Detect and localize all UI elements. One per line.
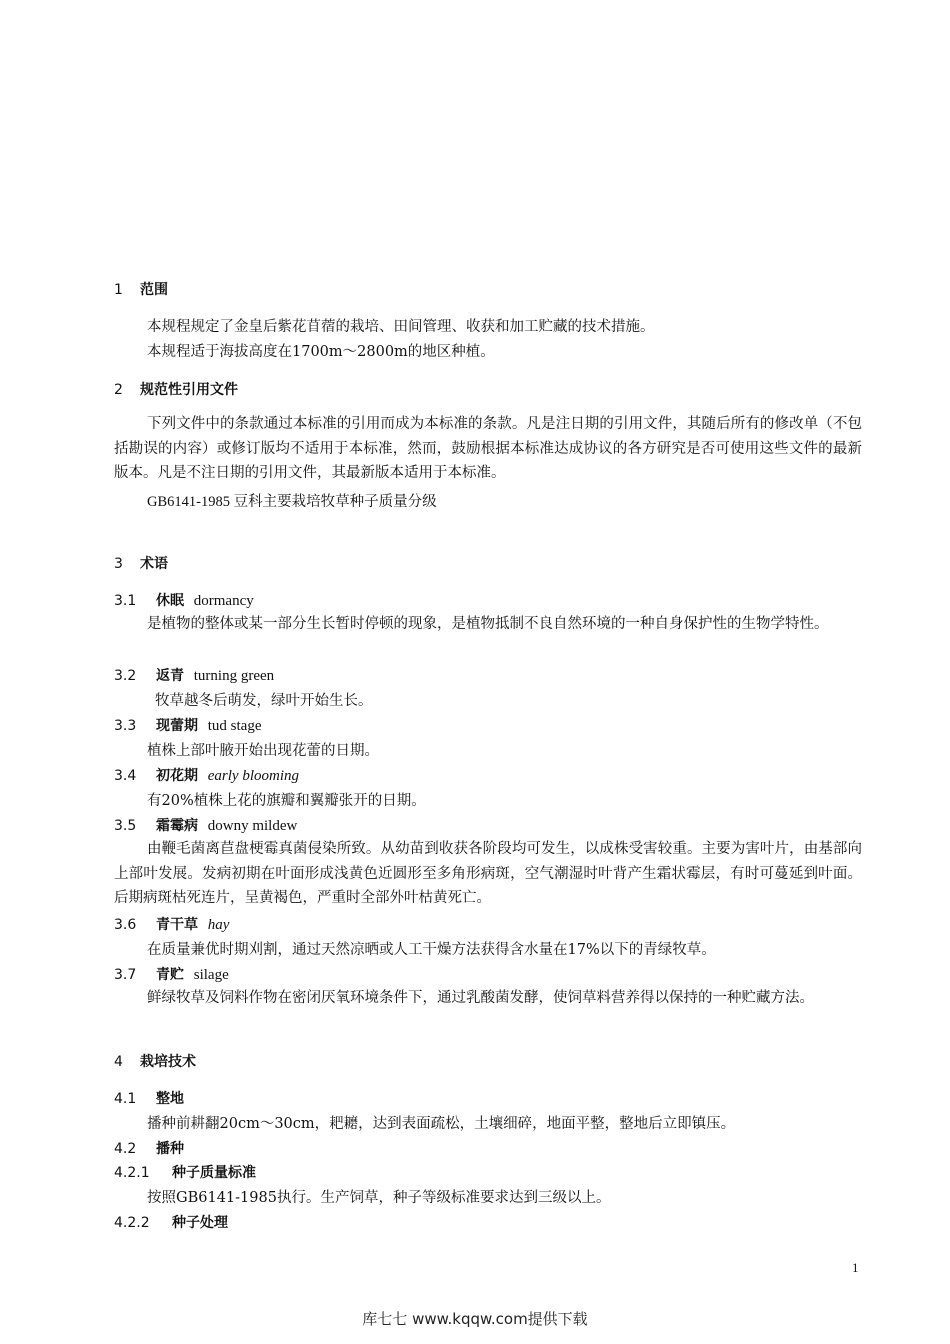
term-heading: 3.6 青干草 hay [114, 917, 230, 933]
subsection-heading: 4.2.1 种子质量标准 [114, 1165, 256, 1181]
term-heading: 3.1 休眠 dormancy [114, 593, 254, 609]
subsection-heading: 4.2 播种 [114, 1141, 184, 1157]
section-title: 术语 [140, 556, 168, 572]
section-4-heading: 4 栽培技术 [114, 1054, 196, 1070]
term-definition: 由鞭毛菌离苣盘梗霉真菌侵染所致。从幼苗到收获各阶段均可发生，以成株受害较重。主要为害叶片，由基部向上部叶发展。发病初期在叶面形成浅黄色近圆形至多角形病斑，空气潮湿时叶背产生霜状霉层，有时可蔓延到叶面。后期病斑枯死连片，呈黄褐色，严重时全部外叶枯黄死亡。 [114, 841, 862, 906]
subsection-heading: 4.2.2 种子处理 [114, 1215, 228, 1231]
term-definition: 牧草越冬后萌发，绿叶开始生长。 [155, 693, 373, 709]
term-definition: 有20%植株上花的旗瓣和翼瓣张开的日期。 [147, 793, 426, 809]
term-heading: 3.3 现蕾期 tud stage [114, 718, 262, 734]
section-title: 范围 [140, 282, 168, 298]
term-heading: 3.4 初花期 early blooming [114, 768, 299, 784]
section-number: 1 [114, 282, 123, 298]
section-2-heading [114, 379, 238, 399]
paragraph: 本规程适于海拔高度在1700m～2800m的地区种植。 [147, 344, 495, 360]
section-number: 2 [114, 382, 123, 398]
section-1-heading [114, 279, 168, 299]
section-title: 规范性引用文件 [140, 382, 238, 398]
section-number: 3 [114, 556, 123, 572]
term-definition: 是植物的整体或某一部分生长暂时停顿的现象，是植物抵制不良自然环境的一种自身保护性的生物学特性。 [147, 616, 829, 632]
paragraph: 按照GB6141-1985执行。生产饲草，种子等级标准要求达到三级以上。 [147, 1190, 611, 1206]
section-3-heading [114, 553, 168, 573]
footer-watermark: 库七七 www.kqqw.com提供下载 [362, 1310, 588, 1328]
paragraph: 下列文件中的条款通过本标准的引用而成为本标准的条款。凡是注日期的引用文件，其随后所有的修改单（不包括勘误的内容）或修订版均不适用于本标准，然而，鼓励根据本标准达成协议的各方研究是否可使用这些文件的最新版本。凡是不注日期的引用文件，其最新版本适用于本标准。 [114, 416, 862, 481]
term-definition: 鲜绿牧草及饲料作物在密闭厌氧环境条件下，通过乳酸菌发酵，使饲草料营养得以保持的一种贮藏方法。 [147, 990, 814, 1006]
paragraph: 播种前耕翻20cm～30cm，耙耱，达到表面疏松，土壤细碎，地面平整，整地后立即镇压。 [147, 1116, 736, 1132]
term-definition: 植株上部叶腋开始出现花蕾的日期。 [147, 743, 379, 759]
paragraph: 本规程规定了金皇后紫花苜蓿的栽培、田间管理、收获和加工贮藏的技术措施。 [147, 319, 655, 335]
subsection-heading: 4.1 整地 [114, 1091, 184, 1107]
term-heading: 3.2 返青 turning green [114, 668, 275, 684]
term-heading: 3.7 青贮 silage [114, 967, 229, 983]
term-definition: 在质量兼优时期刈割，通过天然凉晒或人工干燥方法获得含水量在17%以下的青绿牧草。 [147, 942, 716, 958]
normative-reference: GB6141-1985 豆科主要栽培牧草种子质量分级 [147, 494, 437, 510]
page-number: 1 [852, 1260, 859, 1275]
term-heading: 3.5 霜霉病 downy mildew [114, 818, 298, 834]
